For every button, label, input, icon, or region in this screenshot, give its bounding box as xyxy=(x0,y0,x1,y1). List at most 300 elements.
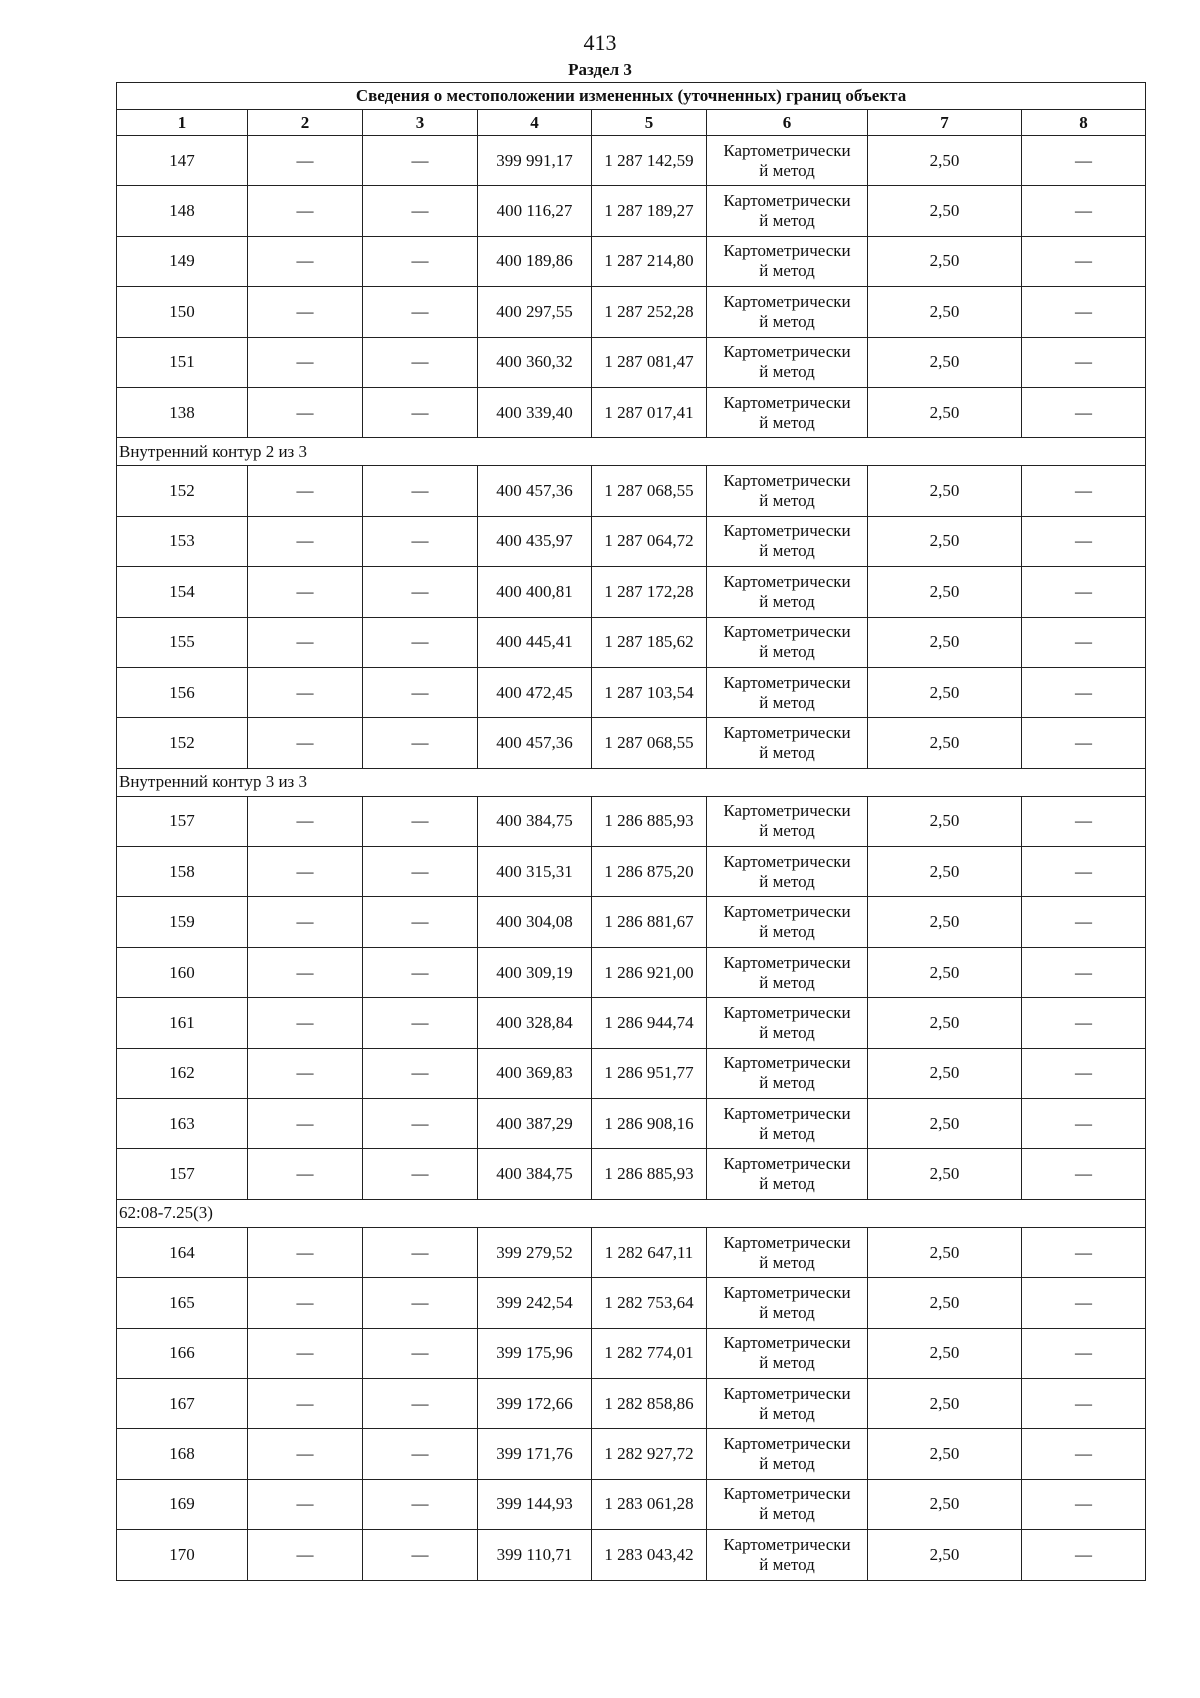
y-coordinate: 1 282 647,11 xyxy=(592,1227,707,1277)
x-coordinate: 400 384,75 xyxy=(478,1149,592,1199)
accuracy-value: 2,50 xyxy=(868,998,1022,1048)
col2-value: — xyxy=(248,516,363,566)
col8-value: — xyxy=(1022,387,1146,437)
table-row xyxy=(117,567,1146,617)
table-row xyxy=(117,1530,1146,1580)
x-coordinate: 399 171,76 xyxy=(478,1429,592,1479)
col3-value: — xyxy=(363,847,478,897)
accuracy-value: 2,50 xyxy=(868,1429,1022,1479)
contour-label: Внутренний контур 2 из 3 xyxy=(117,438,1146,466)
method-cell xyxy=(707,947,868,997)
x-coordinate: 400 297,55 xyxy=(478,287,592,337)
x-coordinate: 400 457,36 xyxy=(478,466,592,516)
y-coordinate: 1 287 185,62 xyxy=(592,617,707,667)
col3-value: — xyxy=(363,516,478,566)
point-number: 170 xyxy=(117,1530,248,1580)
method-line2: й метод xyxy=(759,1554,815,1574)
point-number: 161 xyxy=(117,998,248,1048)
point-number: 148 xyxy=(117,186,248,236)
method-line2: й метод xyxy=(759,1073,815,1093)
table-row xyxy=(117,1278,1146,1328)
y-coordinate: 1 287 252,28 xyxy=(592,287,707,337)
method-cell xyxy=(707,667,868,717)
col3-value: — xyxy=(363,1099,478,1149)
col8-value: — xyxy=(1022,1378,1146,1428)
y-coordinate: 1 282 774,01 xyxy=(592,1328,707,1378)
method-cell xyxy=(707,1227,868,1277)
page-number: 413 xyxy=(583,30,617,55)
x-coordinate: 400 339,40 xyxy=(478,387,592,437)
column-header-row xyxy=(117,110,1146,136)
x-coordinate: 400 445,41 xyxy=(478,617,592,667)
method-line1: Картометрически xyxy=(723,1282,851,1302)
method-cell xyxy=(707,1429,868,1479)
col8-value: — xyxy=(1022,1479,1146,1529)
method-line1: Картометрически xyxy=(723,1154,851,1174)
x-coordinate: 399 991,17 xyxy=(478,136,592,186)
method-line2: й метод xyxy=(759,1504,815,1524)
x-coordinate: 400 387,29 xyxy=(478,1099,592,1149)
method-cell xyxy=(707,1479,868,1529)
col3-value: — xyxy=(363,897,478,947)
col3-value: — xyxy=(363,1149,478,1199)
method-line1: Картометрически xyxy=(723,291,851,311)
method-line1: Картометрически xyxy=(723,1103,851,1123)
method-line1: Картометрически xyxy=(723,851,851,871)
method-cell xyxy=(707,1048,868,1098)
method-cell xyxy=(707,847,868,897)
method-line2: й метод xyxy=(759,871,815,891)
x-coordinate: 400 457,36 xyxy=(478,718,592,768)
method-line2: й метод xyxy=(759,742,815,762)
x-coordinate: 399 279,52 xyxy=(478,1227,592,1277)
table-row xyxy=(117,287,1146,337)
accuracy-value: 2,50 xyxy=(868,947,1022,997)
col2-value: — xyxy=(248,667,363,717)
point-number: 150 xyxy=(117,287,248,337)
x-coordinate: 400 116,27 xyxy=(478,186,592,236)
y-coordinate: 1 286 885,93 xyxy=(592,1149,707,1199)
method-cell xyxy=(707,287,868,337)
col8-value: — xyxy=(1022,1149,1146,1199)
col2-value: — xyxy=(248,1099,363,1149)
x-coordinate: 400 315,31 xyxy=(478,847,592,897)
table-row xyxy=(117,897,1146,947)
table-row xyxy=(117,998,1146,1048)
accuracy-value: 2,50 xyxy=(868,718,1022,768)
method-line1: Картометрически xyxy=(723,521,851,541)
col2-value: — xyxy=(248,1378,363,1428)
col8-value: — xyxy=(1022,466,1146,516)
point-number: 159 xyxy=(117,897,248,947)
method-line1: Картометрически xyxy=(723,801,851,821)
method-cell xyxy=(707,337,868,387)
col2-value: — xyxy=(248,1530,363,1580)
point-number: 163 xyxy=(117,1099,248,1149)
method-line1: Картометрически xyxy=(723,1484,851,1504)
method-line1: Картометрически xyxy=(723,1383,851,1403)
point-number: 164 xyxy=(117,1227,248,1277)
table-row xyxy=(117,617,1146,667)
method-line2: й метод xyxy=(759,972,815,992)
method-cell xyxy=(707,516,868,566)
col2-value: — xyxy=(248,136,363,186)
table-row xyxy=(117,1149,1146,1199)
method-line2: й метод xyxy=(759,821,815,841)
col2-value: — xyxy=(248,1328,363,1378)
method-line1: Картометрически xyxy=(723,1434,851,1454)
method-cell xyxy=(707,1530,868,1580)
method-cell xyxy=(707,1378,868,1428)
accuracy-value: 2,50 xyxy=(868,1479,1022,1529)
table-body xyxy=(117,83,1146,1581)
y-coordinate: 1 282 927,72 xyxy=(592,1429,707,1479)
accuracy-value: 2,50 xyxy=(868,897,1022,947)
method-cell xyxy=(707,567,868,617)
table-row xyxy=(117,796,1146,846)
point-number: 160 xyxy=(117,947,248,997)
table-row xyxy=(117,236,1146,286)
col8-value: — xyxy=(1022,897,1146,947)
point-number: 154 xyxy=(117,567,248,617)
table-row xyxy=(117,387,1146,437)
col3-value: — xyxy=(363,947,478,997)
x-coordinate: 399 175,96 xyxy=(478,1328,592,1378)
method-line2: й метод xyxy=(759,1123,815,1143)
y-coordinate: 1 282 858,86 xyxy=(592,1378,707,1428)
y-coordinate: 1 287 142,59 xyxy=(592,136,707,186)
method-cell xyxy=(707,1278,868,1328)
point-number: 169 xyxy=(117,1479,248,1529)
point-number: 166 xyxy=(117,1328,248,1378)
method-line2: й метод xyxy=(759,1454,815,1474)
col2-value: — xyxy=(248,287,363,337)
method-line1: Картометрически xyxy=(723,902,851,922)
accuracy-value: 2,50 xyxy=(868,1278,1022,1328)
point-number: 152 xyxy=(117,466,248,516)
table-row xyxy=(117,186,1146,236)
column-header: 6 xyxy=(707,110,868,136)
point-number: 151 xyxy=(117,337,248,387)
table-row xyxy=(117,1429,1146,1479)
method-cell xyxy=(707,236,868,286)
accuracy-value: 2,50 xyxy=(868,667,1022,717)
table-row xyxy=(117,136,1146,186)
x-coordinate: 399 242,54 xyxy=(478,1278,592,1328)
method-cell xyxy=(707,617,868,667)
col2-value: — xyxy=(248,1048,363,1098)
col2-value: — xyxy=(248,387,363,437)
method-line1: Картометрически xyxy=(723,672,851,692)
section-title: Раздел 3 xyxy=(568,60,632,79)
col3-value: — xyxy=(363,186,478,236)
col3-value: — xyxy=(363,236,478,286)
point-number: 149 xyxy=(117,236,248,286)
point-number: 157 xyxy=(117,796,248,846)
x-coordinate: 399 144,93 xyxy=(478,1479,592,1529)
y-coordinate: 1 283 043,42 xyxy=(592,1530,707,1580)
method-line2: й метод xyxy=(759,160,815,180)
col3-value: — xyxy=(363,567,478,617)
point-number: 147 xyxy=(117,136,248,186)
method-line2: й метод xyxy=(759,922,815,942)
col3-value: — xyxy=(363,1530,478,1580)
col3-value: — xyxy=(363,617,478,667)
accuracy-value: 2,50 xyxy=(868,287,1022,337)
accuracy-value: 2,50 xyxy=(868,1530,1022,1580)
col3-value: — xyxy=(363,287,478,337)
method-cell xyxy=(707,186,868,236)
method-line1: Картометрически xyxy=(723,571,851,591)
x-coordinate: 399 110,71 xyxy=(478,1530,592,1580)
contour-label-row xyxy=(117,1199,1146,1227)
accuracy-value: 2,50 xyxy=(868,337,1022,387)
y-coordinate: 1 286 881,67 xyxy=(592,897,707,947)
col8-value: — xyxy=(1022,847,1146,897)
method-line2: й метод xyxy=(759,642,815,662)
col8-value: — xyxy=(1022,1429,1146,1479)
col8-value: — xyxy=(1022,718,1146,768)
accuracy-value: 2,50 xyxy=(868,847,1022,897)
method-line2: й метод xyxy=(759,1022,815,1042)
method-line1: Картометрически xyxy=(723,952,851,972)
method-line2: й метод xyxy=(759,1353,815,1373)
col3-value: — xyxy=(363,337,478,387)
method-line1: Картометрически xyxy=(723,1002,851,1022)
method-line2: й метод xyxy=(759,1403,815,1423)
col3-value: — xyxy=(363,1328,478,1378)
table-row xyxy=(117,718,1146,768)
col3-value: — xyxy=(363,1429,478,1479)
x-coordinate: 400 369,83 xyxy=(478,1048,592,1098)
col8-value: — xyxy=(1022,998,1146,1048)
col3-value: — xyxy=(363,1479,478,1529)
y-coordinate: 1 287 064,72 xyxy=(592,516,707,566)
point-number: 138 xyxy=(117,387,248,437)
method-line1: Картометрически xyxy=(723,1053,851,1073)
method-line1: Картометрически xyxy=(723,342,851,362)
table-row xyxy=(117,466,1146,516)
y-coordinate: 1 287 068,55 xyxy=(592,466,707,516)
y-coordinate: 1 286 885,93 xyxy=(592,796,707,846)
table-row xyxy=(117,1227,1146,1277)
point-number: 158 xyxy=(117,847,248,897)
point-number: 167 xyxy=(117,1378,248,1428)
column-header: 3 xyxy=(363,110,478,136)
col3-value: — xyxy=(363,136,478,186)
point-number: 162 xyxy=(117,1048,248,1098)
accuracy-value: 2,50 xyxy=(868,1048,1022,1098)
contour-label-row xyxy=(117,768,1146,796)
point-number: 156 xyxy=(117,667,248,717)
method-line2: й метод xyxy=(759,692,815,712)
accuracy-value: 2,50 xyxy=(868,796,1022,846)
method-line1: Картометрически xyxy=(723,1232,851,1252)
y-coordinate: 1 286 944,74 xyxy=(592,998,707,1048)
col2-value: — xyxy=(248,1149,363,1199)
y-coordinate: 1 286 951,77 xyxy=(592,1048,707,1098)
table-row xyxy=(117,1378,1146,1428)
col8-value: — xyxy=(1022,1099,1146,1149)
accuracy-value: 2,50 xyxy=(868,1227,1022,1277)
col3-value: — xyxy=(363,667,478,717)
x-coordinate: 400 309,19 xyxy=(478,947,592,997)
method-line2: й метод xyxy=(759,1302,815,1322)
accuracy-value: 2,50 xyxy=(868,186,1022,236)
method-cell xyxy=(707,1149,868,1199)
y-coordinate: 1 287 214,80 xyxy=(592,236,707,286)
method-line2: й метод xyxy=(759,491,815,511)
y-coordinate: 1 287 172,28 xyxy=(592,567,707,617)
col8-value: — xyxy=(1022,186,1146,236)
column-header: 8 xyxy=(1022,110,1146,136)
col3-value: — xyxy=(363,387,478,437)
method-line2: й метод xyxy=(759,1252,815,1272)
contour-label: 62:08-7.25(3) xyxy=(117,1199,1146,1227)
method-cell xyxy=(707,1099,868,1149)
method-cell xyxy=(707,1328,868,1378)
method-cell xyxy=(707,387,868,437)
method-line2: й метод xyxy=(759,412,815,432)
col3-value: — xyxy=(363,1278,478,1328)
col2-value: — xyxy=(248,236,363,286)
accuracy-value: 2,50 xyxy=(868,516,1022,566)
accuracy-value: 2,50 xyxy=(868,466,1022,516)
col8-value: — xyxy=(1022,236,1146,286)
y-coordinate: 1 286 921,00 xyxy=(592,947,707,997)
col8-value: — xyxy=(1022,1048,1146,1098)
column-header: 4 xyxy=(478,110,592,136)
col3-value: — xyxy=(363,718,478,768)
col2-value: — xyxy=(248,1479,363,1529)
table-row xyxy=(117,667,1146,717)
contour-label-row xyxy=(117,438,1146,466)
x-coordinate: 400 189,86 xyxy=(478,236,592,286)
method-line2: й метод xyxy=(759,541,815,561)
table-row xyxy=(117,1328,1146,1378)
col8-value: — xyxy=(1022,796,1146,846)
table-title-row xyxy=(117,83,1146,110)
column-header: 1 xyxy=(117,110,248,136)
y-coordinate: 1 287 081,47 xyxy=(592,337,707,387)
col8-value: — xyxy=(1022,947,1146,997)
method-cell xyxy=(707,136,868,186)
col8-value: — xyxy=(1022,287,1146,337)
column-header: 2 xyxy=(248,110,363,136)
col2-value: — xyxy=(248,186,363,236)
accuracy-value: 2,50 xyxy=(868,1328,1022,1378)
col2-value: — xyxy=(248,897,363,947)
point-number: 152 xyxy=(117,718,248,768)
column-header: 7 xyxy=(868,110,1022,136)
col8-value: — xyxy=(1022,1530,1146,1580)
method-line2: й метод xyxy=(759,311,815,331)
col2-value: — xyxy=(248,718,363,768)
x-coordinate: 399 172,66 xyxy=(478,1378,592,1428)
method-line1: Картометрически xyxy=(723,241,851,261)
method-line2: й метод xyxy=(759,1174,815,1194)
y-coordinate: 1 286 875,20 xyxy=(592,847,707,897)
x-coordinate: 400 400,81 xyxy=(478,567,592,617)
coordinates-table xyxy=(116,82,1146,1581)
col3-value: — xyxy=(363,796,478,846)
accuracy-value: 2,50 xyxy=(868,236,1022,286)
method-line1: Картометрически xyxy=(723,622,851,642)
method-line2: й метод xyxy=(759,362,815,382)
x-coordinate: 400 360,32 xyxy=(478,337,592,387)
y-coordinate: 1 287 068,55 xyxy=(592,718,707,768)
table-row xyxy=(117,1048,1146,1098)
method-line1: Картометрически xyxy=(723,722,851,742)
col2-value: — xyxy=(248,1227,363,1277)
point-number: 157 xyxy=(117,1149,248,1199)
method-line1: Картометрически xyxy=(723,392,851,412)
method-line2: й метод xyxy=(759,261,815,281)
method-cell xyxy=(707,897,868,947)
col3-value: — xyxy=(363,1227,478,1277)
method-line2: й метод xyxy=(759,211,815,231)
method-cell xyxy=(707,796,868,846)
col2-value: — xyxy=(248,337,363,387)
column-header: 5 xyxy=(592,110,707,136)
accuracy-value: 2,50 xyxy=(868,567,1022,617)
method-cell xyxy=(707,718,868,768)
col8-value: — xyxy=(1022,136,1146,186)
table-row xyxy=(117,516,1146,566)
table-row xyxy=(117,947,1146,997)
y-coordinate: 1 283 061,28 xyxy=(592,1479,707,1529)
col2-value: — xyxy=(248,1429,363,1479)
x-coordinate: 400 472,45 xyxy=(478,667,592,717)
method-line2: й метод xyxy=(759,591,815,611)
x-coordinate: 400 328,84 xyxy=(478,998,592,1048)
col2-value: — xyxy=(248,947,363,997)
method-line1: Картометрически xyxy=(723,471,851,491)
col3-value: — xyxy=(363,1378,478,1428)
x-coordinate: 400 435,97 xyxy=(478,516,592,566)
accuracy-value: 2,50 xyxy=(868,1099,1022,1149)
y-coordinate: 1 282 753,64 xyxy=(592,1278,707,1328)
point-number: 153 xyxy=(117,516,248,566)
x-coordinate: 400 384,75 xyxy=(478,796,592,846)
col2-value: — xyxy=(248,1278,363,1328)
table-title: Сведения о местоположении измененных (уточненных) границ объекта xyxy=(117,83,1146,110)
method-cell xyxy=(707,998,868,1048)
col8-value: — xyxy=(1022,667,1146,717)
table-row xyxy=(117,337,1146,387)
table-row xyxy=(117,1479,1146,1529)
method-cell xyxy=(707,466,868,516)
col3-value: — xyxy=(363,1048,478,1098)
x-coordinate: 400 304,08 xyxy=(478,897,592,947)
point-number: 155 xyxy=(117,617,248,667)
method-line1: Картометрически xyxy=(723,140,851,160)
method-line1: Картометрически xyxy=(723,1333,851,1353)
method-line1: Картометрически xyxy=(723,191,851,211)
accuracy-value: 2,50 xyxy=(868,617,1022,667)
accuracy-value: 2,50 xyxy=(868,1378,1022,1428)
col2-value: — xyxy=(248,847,363,897)
col2-value: — xyxy=(248,567,363,617)
col2-value: — xyxy=(248,466,363,516)
col3-value: — xyxy=(363,466,478,516)
y-coordinate: 1 287 017,41 xyxy=(592,387,707,437)
col2-value: — xyxy=(248,617,363,667)
y-coordinate: 1 287 189,27 xyxy=(592,186,707,236)
col2-value: — xyxy=(248,796,363,846)
contour-label: Внутренний контур 3 из 3 xyxy=(117,768,1146,796)
table-row xyxy=(117,1099,1146,1149)
